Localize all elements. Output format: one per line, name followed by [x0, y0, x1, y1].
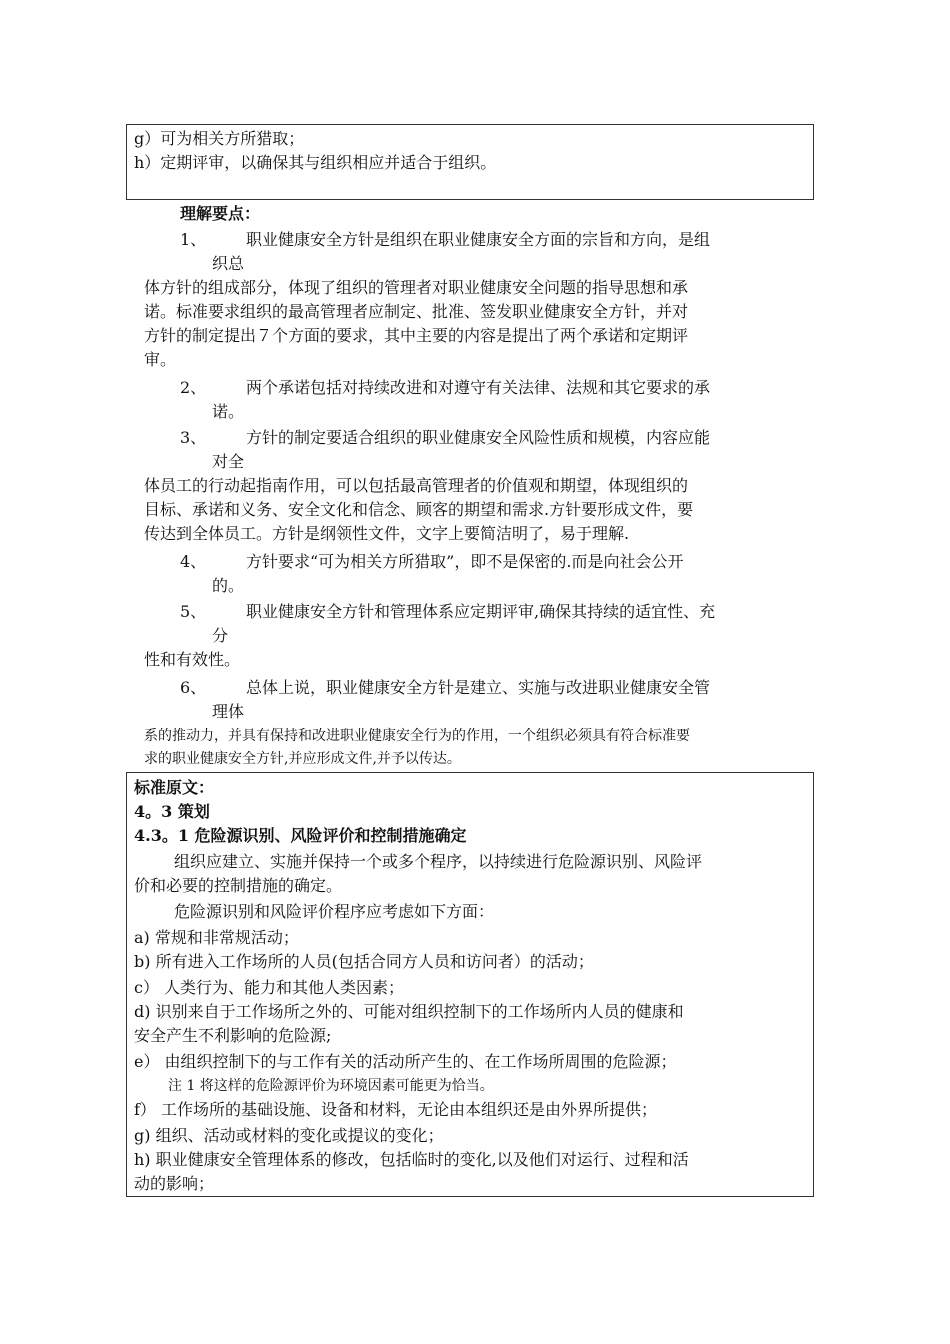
standard-line: 组织应建立、实施并保持一个或多个程序，以持续进行危险源识别、风险评 [174, 852, 703, 871]
item-1-line: 诺。标准要求组织的最高管理者应制定、批准、签发职业健康安全方针，并对 [144, 302, 689, 321]
item-6-line: 系的推动力，并具有保持和改进职业健康安全行为的作用，一个组织必须具有符合标准要 [144, 728, 690, 744]
standard-item-h: h) 职业健康安全管理体系的修改，包括临时的变化,以及他们对运行、过程和活 [134, 1150, 689, 1169]
top-box-line-g: g）可为相关方所猎取； [134, 129, 305, 148]
item-1-number: 1、 [180, 230, 207, 249]
standard-item-f: f） 工作场所的基础设施、设备和材料，无论由本组织还是由外界所提供； [134, 1100, 658, 1119]
item-2-number: 2、 [180, 378, 207, 397]
standard-line: 危险源识别和风险评价程序应考虑如下方面： [174, 902, 495, 921]
standard-item-d: d) 识别来自于工作场所之外的、可能对组织控制下的工作场所内人员的健康和 [134, 1002, 684, 1021]
item-5-wrap: 分 [212, 626, 229, 645]
item-4-wrap: 的。 [212, 576, 245, 595]
item-4-number: 4、 [180, 552, 207, 571]
standard-item-g: g) 组织、活动或材料的变化或提议的变化； [134, 1126, 444, 1145]
item-2-first-line: 两个承诺包括对持续改进和对遵守有关法律、法规和其它要求的承 [246, 378, 711, 397]
item-2-wrap: 诺。 [212, 402, 245, 421]
item-1-line: 体方针的组成部分，体现了组织的管理者对职业健康安全问题的指导思想和承 [144, 278, 689, 297]
standard-heading: 标准原文： [134, 778, 215, 797]
item-5-first-line: 职业健康安全方针和管理体系应定期评审,确保其持续的适宜性、充 [246, 602, 716, 621]
standard-item-a: a) 常规和非常规活动； [134, 928, 299, 947]
item-5-number: 5、 [180, 602, 207, 621]
item-3-line: 体员工的行动起指南作用，可以包括最高管理者的价值观和期望，体现组织的 [144, 476, 689, 495]
standard-note: 注 1 将这样的危险源评价为环境因素可能更为恰当。 [168, 1078, 494, 1094]
item-1-line: 审。 [144, 350, 177, 369]
item-1-wrap: 织总 [212, 254, 245, 273]
item-1-line: 方针的制定提出７个方面的要求，其中主要的内容是提出了两个承诺和定期评 [144, 326, 689, 345]
standard-item-b: b) 所有进入工作场所的人员(包括合同方人员和访问者）的活动； [134, 952, 594, 971]
item-6-line: 求的职业健康安全方针,并应形成文件,并予以传达。 [144, 751, 461, 767]
item-5-line: 性和有效性。 [144, 650, 241, 669]
subsection-title: 4.3。1 危险源识别、风险评价和控制措施确定 [134, 826, 467, 845]
item-6-wrap: 理体 [212, 702, 245, 721]
item-3-line: 传达到全体员工。方针是纲领性文件，文字上要简洁明了，易于理解. [144, 524, 630, 543]
standard-item-d-cont: 安全产生不利影响的危险源; [134, 1026, 332, 1045]
standard-item-e: e） 由组织控制下的与工作有关的活动所产生的、在工作场所周围的危险源； [134, 1052, 677, 1071]
standard-line: 价和必要的控制措施的确定。 [134, 876, 343, 895]
standard-item-h-cont: 动的影响； [134, 1174, 215, 1193]
item-3-first-line: 方针的制定要适合组织的职业健康安全风险性质和规模，内容应能 [246, 428, 711, 447]
item-1-first-line: 职业健康安全方针是组织在职业健康安全方面的宗旨和方向，是组 [246, 230, 711, 249]
section-title: 4。3 策划 [134, 802, 210, 821]
item-4-first-line: 方针要求“可为相关方所猎取”，即不是保密的.而是向社会公开 [246, 552, 684, 571]
item-6-number: 6、 [180, 678, 207, 697]
standard-item-c: c） 人类行为、能力和其他人类因素； [134, 978, 405, 997]
item-3-line: 目标、承诺和义务、安全文化和信念、顾客的期望和需求.方针要形成文件，要 [144, 500, 694, 519]
understanding-heading: 理解要点： [180, 204, 261, 223]
item-6-first-line: 总体上说，职业健康安全方针是建立、实施与改进职业健康安全管 [246, 678, 711, 697]
top-box-line-h: h）定期评审，以确保其与组织相应并适合于组织。 [134, 153, 497, 172]
item-3-number: 3、 [180, 428, 207, 447]
item-3-wrap: 对全 [212, 452, 245, 471]
